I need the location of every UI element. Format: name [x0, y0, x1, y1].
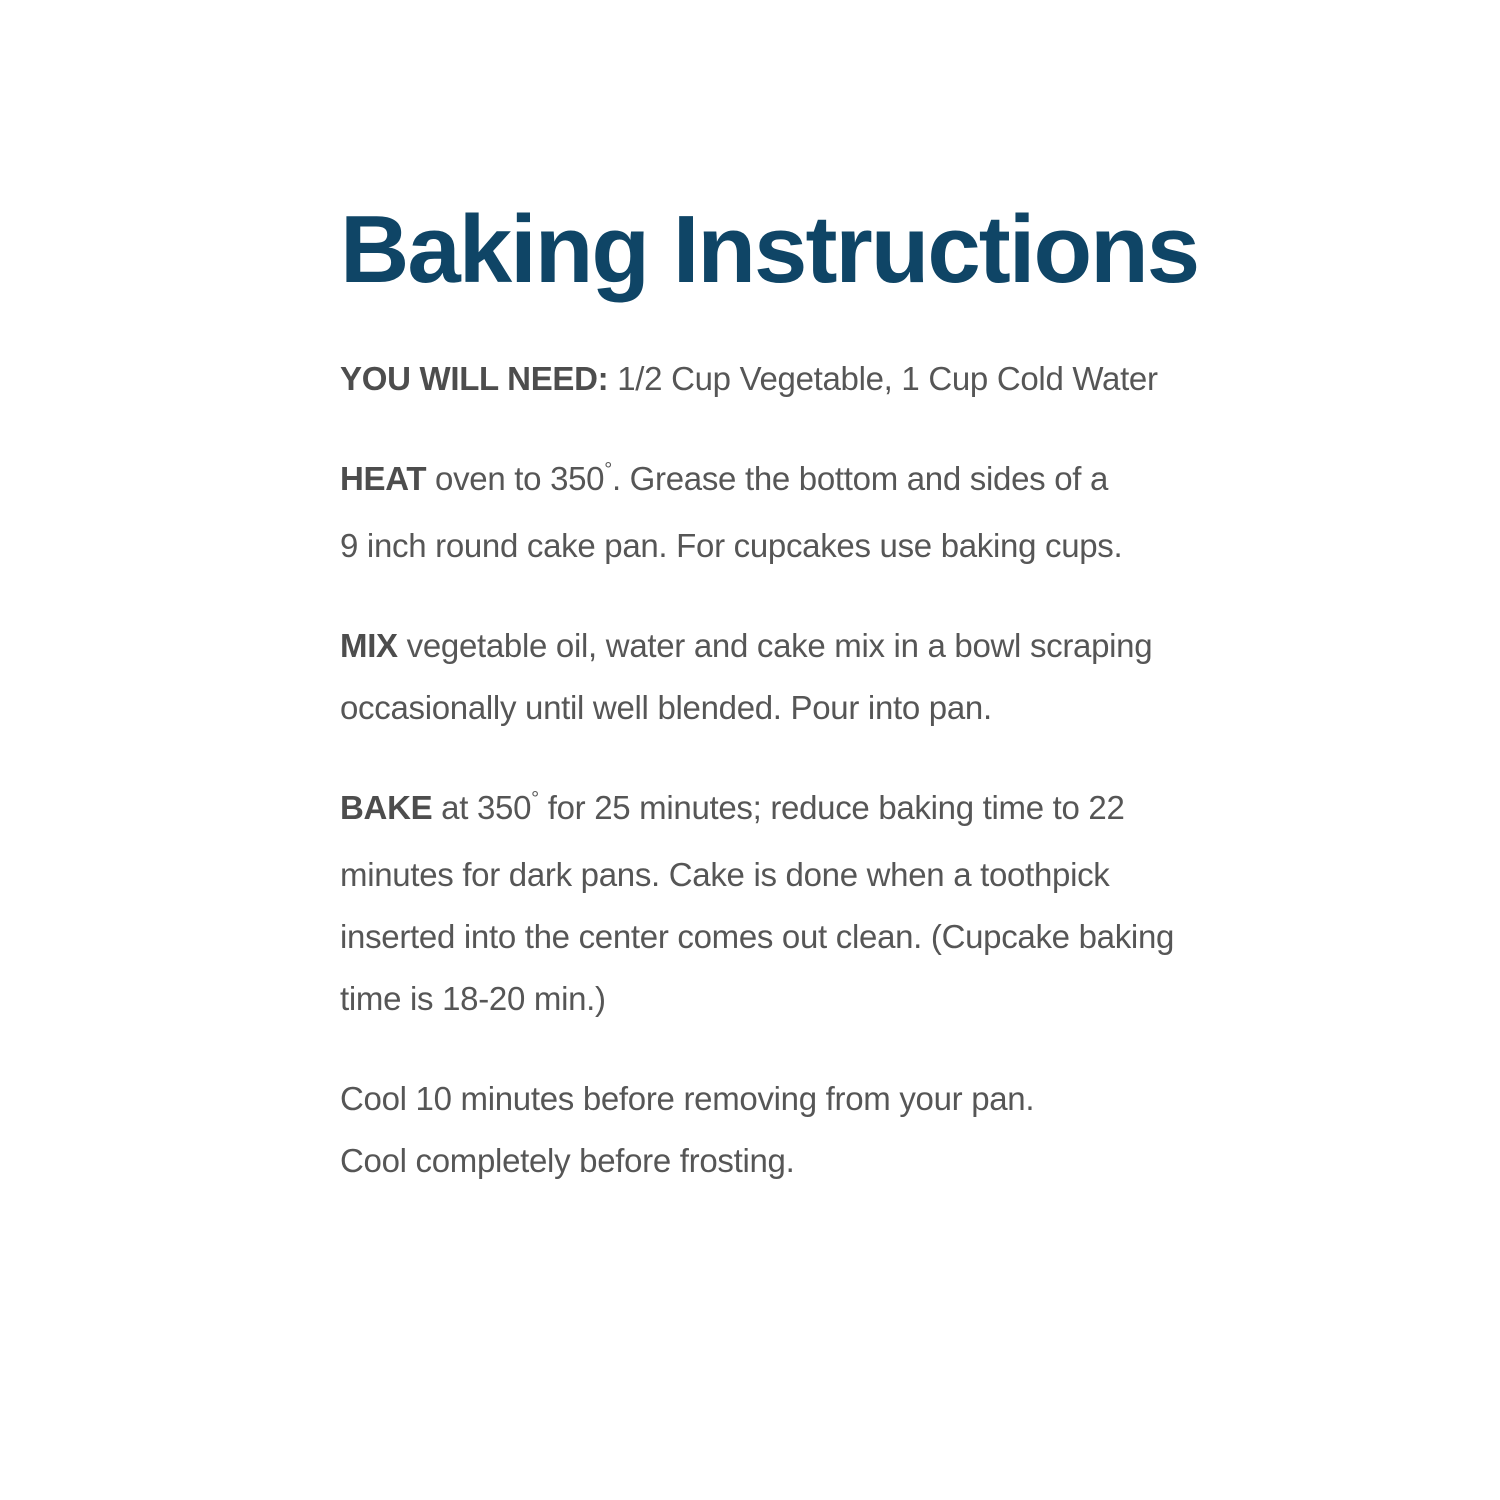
mix-text: vegetable oil, water and cake mix in a bowl scraping [397, 627, 1153, 664]
cool-line-1: Cool 10 minutes before removing from your pan. [340, 1080, 1035, 1117]
cool-line-2: Cool completely before frosting. [340, 1142, 795, 1179]
bake-line-2: minutes for dark pans. Cake is done when a toothpick [340, 856, 1110, 893]
mix-paragraph [340, 615, 1340, 739]
you-will-need-label: YOU WILL NEED: [340, 360, 609, 397]
bake-line-1 [340, 777, 1340, 844]
cool-paragraph [340, 1068, 1340, 1192]
heat-text-b: . Grease the bottom and sides of a [611, 460, 1109, 497]
bake-label: BAKE [340, 789, 433, 826]
heat-paragraph [340, 448, 1340, 577]
heat-line-1 [340, 448, 1340, 515]
you-will-need-paragraph [340, 348, 1340, 410]
heat-line-2: 9 inch round cake pan. For cupcakes use baking cups. [340, 527, 1123, 564]
you-will-need-text: 1/2 Cup Vegetable, 1 Cup Cold Water [608, 360, 1158, 397]
bake-text-b: for 25 minutes; reduce baking time to 22 [538, 789, 1125, 826]
heat-degree-symbol: ° [604, 459, 612, 481]
mix-line-2: occasionally until well blended. Pour into pan. [340, 689, 992, 726]
bake-paragraph [340, 777, 1340, 1030]
baking-instructions-panel [340, 190, 1340, 1192]
mix-label: MIX [340, 627, 398, 664]
you-will-need-line [340, 348, 1340, 410]
bake-degree-symbol: ° [531, 788, 539, 810]
heat-label: HEAT [340, 460, 427, 497]
bake-text-a: at 350 [432, 789, 532, 826]
bake-line-3: inserted into the center comes out clean. (Cupcake baking [340, 918, 1175, 955]
bake-line-4: time is 18-20 min.) [340, 980, 606, 1017]
page-title: Baking Instructions [340, 196, 1199, 303]
heat-text-a: oven to 350 [426, 460, 605, 497]
mix-line-1 [340, 615, 1340, 677]
